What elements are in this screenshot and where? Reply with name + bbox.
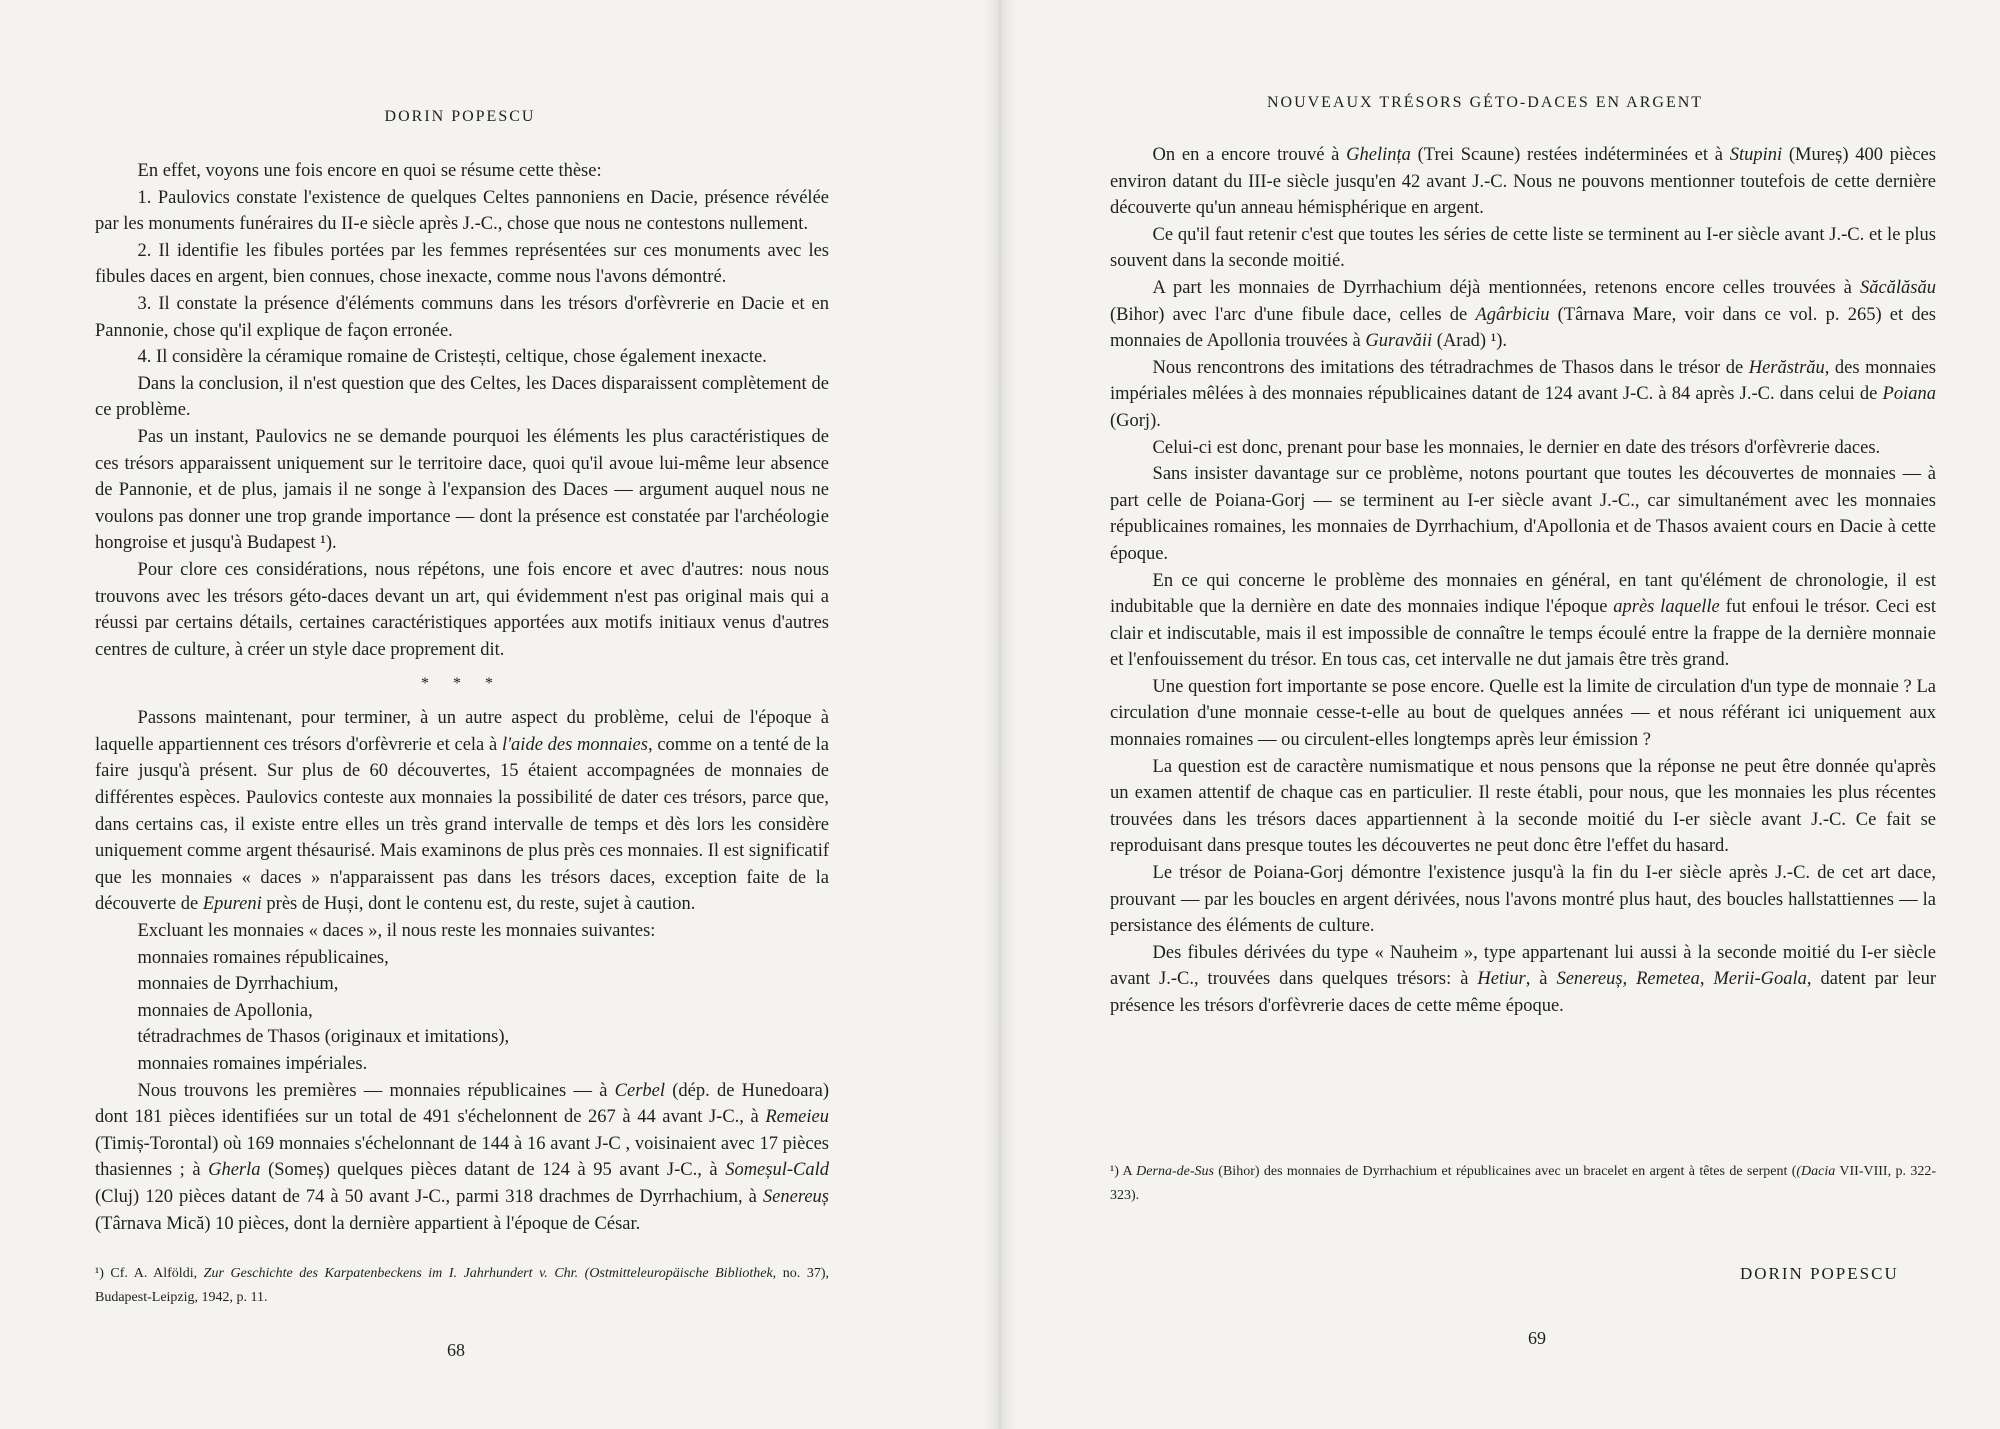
paragraph: Passons maintenant, pour terminer, à un autre aspect du problème, celui de l'époque à laquelle appartiennent ces trésors d'orfèvrerie et cela à l'aide des monnaies, comme on a tenté de la faire jusqu'à présent. Sur plus de 60 découvertes, 15 étaient accompagnées de monnaies de différentes espèces. Paulovics conteste aux monnaies la possibilité de dater ces trésors, parce que, dans certains cas, il existe entre elles un très grand intervalle de temps et dès lors les considère uniquement comme argent thésaurisé. Mais examinons de plus près ces monnaies. Il est significatif que les monnaies « daces » n'apparaissent pas dans les trésors daces, exception faite de la découverte de Epureni près de Huși, dont le contenu est, du reste, sujet à caution. <box>95 708 829 915</box>
right-page <box>1000 0 2000 1429</box>
paragraph: En effet, voyons une fois encore en quoi se résume cette thèse: <box>137 161 602 181</box>
paragraph: Dans la conclusion, il n'est question que des Celtes, les Daces disparaissent complètement de ce problème. <box>95 373 829 421</box>
paragraph: 4. Il considère la céramique romaine de Cristești, celtique, chose également inexacte. <box>137 347 767 368</box>
list-item: monnaies de Apollonia, <box>137 1000 313 1021</box>
paragraph: Celui-ci est donc, prenant pour base les monnaies, le dernier en date des trésors d'orfèvrerie daces. <box>1152 437 1881 458</box>
body-text <box>95 158 829 1237</box>
paragraph: Sans insister davantage sur ce problème, notons pourtant que toutes les découvertes de monnaies — à part celle de Poiana-Gorj — se terminent au I-er siècle avant J.-C., car simultanément avec les monnaies républicaines romaines, les monnaies de Dyrrhachium, d'Apollonia et de Thasos avaient cours en Dacie à cette époque. <box>1110 464 1936 564</box>
running-head: NOUVEAUX TRÉSORS GÉTO-DACES EN ARGENT <box>1266 94 1704 111</box>
paragraph: A part les monnaies de Dyrrhachium déjà mentionnées, retenons encore celles trouvées à Săcălăsău (Bihor) avec l'arc d'une fibule dace, celles de Agârbiciu (Târnava Mare, voir dans ce vol. p. 265) et des monnaies de Apollonia trouvées à Guravăii (Arad) ¹). <box>1110 277 1936 352</box>
paragraph: Des fibules dérivées du type « Nauheim », type appartenant lui aussi à la seconde moitié du I-er siècle avant J.-C., trouvées dans quelques trésors: à Hetiur, à Senereuș, Remetea, Merii-Goala, datent par leur présence les trésors d'orfèvrerie daces de cette même époque. <box>1110 942 1937 1016</box>
list-item: monnaies romaines impériales. <box>137 1054 368 1074</box>
footnote: ¹) Cf. A. Alföldi, Zur Geschichte des Karpatenbeckens im I. Jahrhundert v. Chr. (Ostmitteleuropäische Bibliothek, no. 37), Budapest-Leipzig, 1942, p. 11. <box>95 1266 829 1305</box>
paragraph: En ce qui concerne le problème des monnaies en général, en tant qu'élément de chronologie, il est indubitable que la dernière en date des monnaies indique l'époque après laquelle fut enfoui le trésor. Ceci est clair et indiscutable, mais il est impossible de connaître le temps écoulé entre la frappe de la dernière monnaie et l'enfouissement du trésor. En tous cas, cet intervalle ne dut jamais être très grand. <box>1110 570 1936 671</box>
paragraph: On en a encore trouvé à Ghelința (Trei Scaune) restées indéterminées et à Stupini (Mureș) 400 pièces environ datant du III-e siècle jusqu'en 42 avant J.-C. Nous ne pouvons mentionner toutefois de cette dernière découverte qu'un anneau hémisphérique en argent. <box>1110 145 1936 219</box>
paragraph: Excluant les monnaies « daces », il nous reste les monnaies suivantes: <box>137 921 656 942</box>
paragraph: 1. Paulovics constate l'existence de quelques Celtes pannoniens en Dacie, présence révélée par les monuments funéraires du II-e siècle après J.-C., chose que nous ne contestons nullement. <box>95 187 829 235</box>
footnote: ¹) A Derna-de-Sus (Bihor) des monnaies de Dyrrhachium et républicaines avec un bracelet en argent à têtes de serpent ((Dacia VII-VIII, p. 322-323). <box>1110 1164 1936 1203</box>
paragraph: 3. Il constate la présence d'éléments communs dans les trésors d'orfèvrerie en Dacie et en Pannonie, chose qu'il explique de façon erronée. <box>95 293 829 341</box>
paragraph: La question est de caractère numismatique et nous pensons que la réponse ne peut être donnée qu'après un examen attentif de chaque cas en particulier. Il reste établi, pour nous, que les monnaies les plus récentes trouvées dans les trésors daces appartiennent à la seconde moitié du I-er siècle avant J.-C. Ce fait se reproduisant dans presque toutes les découvertes ne peut donc être l'effet du hasard. <box>1110 756 1936 857</box>
running-head: DORIN POPESCU <box>384 108 536 125</box>
paragraph: Pour clore ces considérations, nous répétons, une fois encore et avec d'autres: nous nous trouvons avec les trésors géto-daces devant un art, qui évidemment n'est pas original mais qui a réussi par certains détails, certaines caractéristiques apportées aux motifs initiaux venus d'autres centres de culture, à créer un style dace proprement dit. <box>95 559 829 660</box>
list-item: monnaies romaines républicaines, <box>137 947 389 968</box>
list-item: tétradrachmes de Thasos (originaux et imitations), <box>137 1027 510 1048</box>
page-number: 69 <box>1528 1328 1546 1348</box>
author-signature: DORIN POPESCU <box>1740 1264 1899 1283</box>
body-text <box>1110 142 1936 1020</box>
paragraph: Nous trouvons les premières — monnaies républicaines — à Cerbel (dép. de Hunedoara) dont 181 pièces identifiées sur un total de 491 s'échelonnent de 267 à 44 avant J-C., à Remeieu (Timiș-Torontal) où 169 monnaies s'échelonnant de 144 à 16 avant J-C , voisinaient avec 17 pièces thasiennes ; à Gherla (Someș) quelques pièces datant de 124 à 95 avant J-C., à Someșul-Cald (Cluj) 120 pièces datant de 74 à 50 avant J-C., parmi 318 drachmes de Dyrrhachium, à Senereuș (Târnava Mică) 10 pièces, dont la dernière appartient à l'époque de César. <box>95 1080 829 1234</box>
list-item: monnaies de Dyrrhachium, <box>137 974 339 995</box>
paragraph: 2. Il identifie les fibules portées par les femmes représentées sur ces monuments avec les fibules daces en argent, bien connues, chose inexacte, comme nous l'avons démontré. <box>95 240 829 288</box>
paragraph: Une question fort importante se pose encore. Quelle est la limite de circulation d'un type de monnaie ? La circulation d'une monnaie cesse-t-elle au bout de quelques années — et nous référant ici uniquement aux monnaies romaines — ou circulent-elles longtemps après leur émission ? <box>1110 676 1936 751</box>
page-number: 68 <box>447 1340 465 1360</box>
paragraph: Le trésor de Poiana-Gorj démontre l'existence jusqu'à la fin du I-er siècle après J.-C. de cet art dace, prouvant — par les boucles en argent dérivées, nous l'avons montré plus haut, des boucles hallstattiennes — la persistance des éléments de culture. <box>1110 863 1936 937</box>
section-separator: * * * <box>421 675 503 693</box>
paragraph: Pas un instant, Paulovics ne se demande pourquoi les éléments les plus caractéristiques de ces trésors apparaissent uniquement sur le territoire dace, quoi qu'il avoue lui-même leur absence de Pannonie, et de plus, jamais il ne songe à l'expansion des Daces — argument auquel nous ne voulons pas donner une trop grande importance — dont la présence est constatée par l'archéologie hongroise et jusqu'à Budapest ¹). <box>95 426 829 554</box>
paragraph: Nous rencontrons des imitations des tétradrachmes de Thasos dans le trésor de Herăstrău, des monnaies impériales mêlées à des monnaies républicaines datant de 124 avant J-C. à 84 après J.-C. dans celui de Poiana (Gorj). <box>1110 357 1937 431</box>
paragraph: Ce qu'il faut retenir c'est que toutes les séries de cette liste se terminent au I-er siècle avant J.-C. et le plus souvent dans la seconde moitié. <box>1110 224 1936 272</box>
